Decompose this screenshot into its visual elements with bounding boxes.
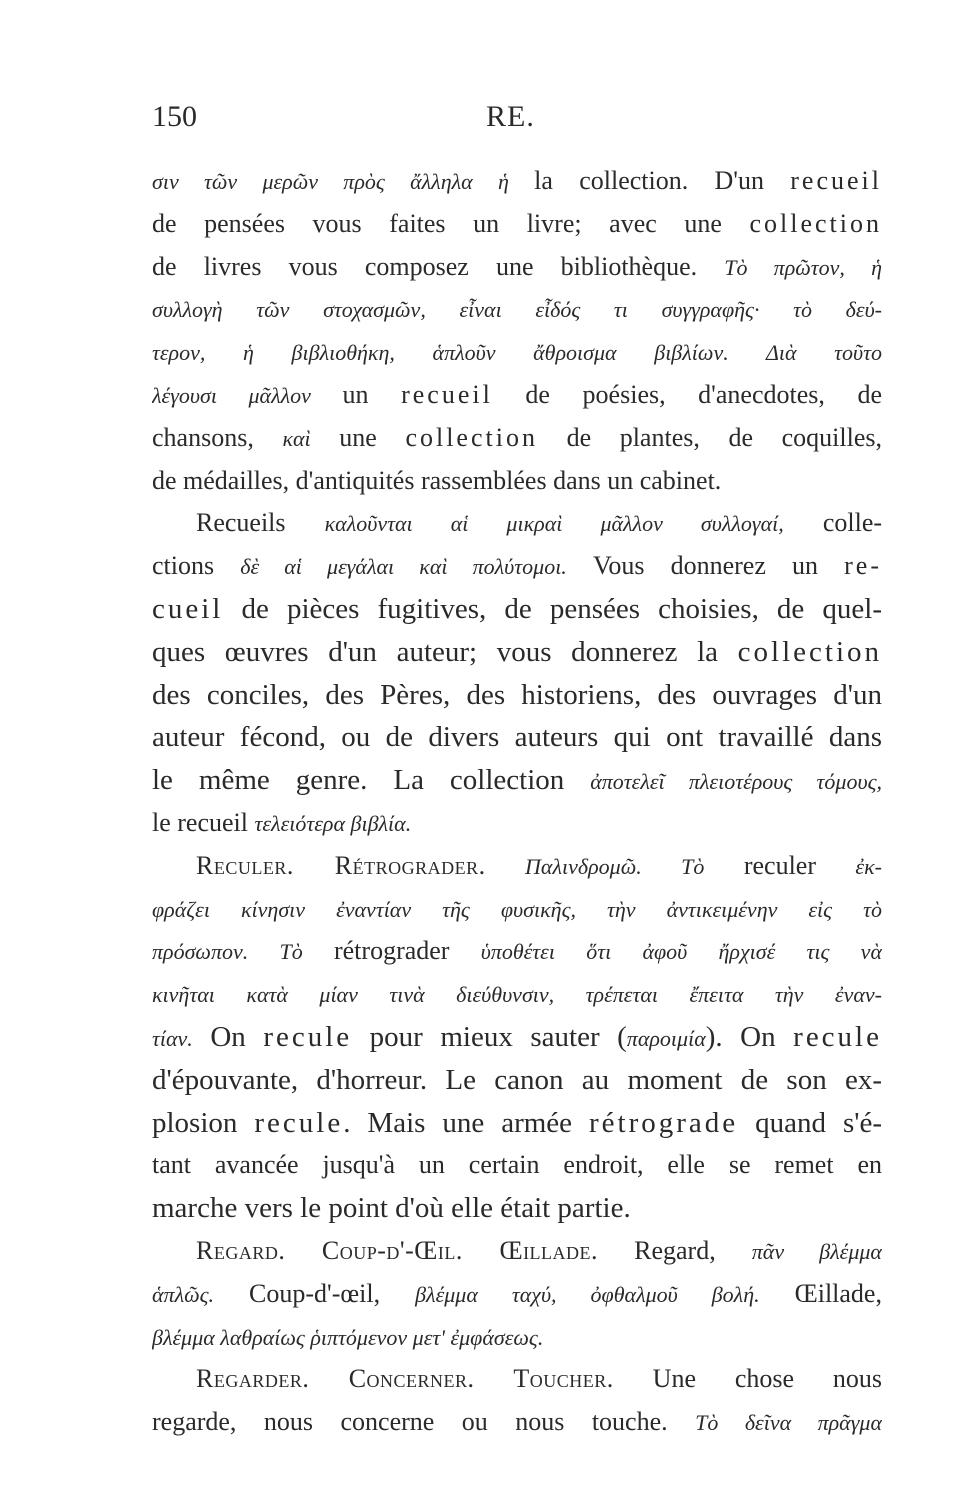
french-text: de médailles, d'antiquités rassemblées dans un cabinet. [152,465,722,495]
french-text: un [342,379,402,409]
greek-text: δὲ αἱ μεγάλαι καὶ πολύτομοι. [240,554,567,580]
french-text: chansons, [152,422,283,452]
greek-text: Τὸ δεῖνα πρᾶγμα [695,1410,882,1436]
french-text: d'épouvante, d'horreur. Le canon au moment de son ex- [152,1063,882,1096]
greek-text: φράζει κίνησιν ἐναντίαν τῆς φυσικῆς, τὴν ἀντικειμένην εἰς τὸ [152,896,882,922]
french-text: de pièces fugitives, de pensées choisies, de quel- [223,592,882,625]
french-text: la collection. D'un [534,166,791,195]
greek-text: παροιμία [626,1025,706,1051]
text-line [152,160,882,203]
text-line [152,1102,882,1145]
greek-text: καὶ [282,425,311,451]
text-line [152,1144,882,1187]
greek-text: πᾶν βλέμμα [751,1238,882,1264]
text-line [152,973,882,1016]
french-text: Vous donnerez un [566,551,845,581]
french-text: recule [263,1020,353,1053]
text-line [152,1016,882,1059]
french-text: colle- [783,508,882,538]
french-text: quand s'é- [738,1106,882,1139]
entry-heading: Regarder. Concerner. Toucher. [196,1364,614,1394]
text-line [152,502,882,545]
greek-text: Τὸ πρῶτον, ἡ [724,254,882,280]
french-text: regarde, nous concerne ou nous touche. [152,1407,696,1437]
text-line [152,1316,882,1359]
text-line [152,930,882,973]
text-line [152,203,882,246]
greek-text: σιν τῶν μερῶν πρὸς ἄλληλα ἡ [152,169,535,194]
french-text: Regard, [598,1235,752,1265]
text-line [152,246,882,289]
greek-text: πρόσωπον. Τὸ [152,939,334,965]
text-line [152,374,882,417]
greek-text: ἐκ- [816,853,882,879]
text-line [152,716,882,759]
greek-text: κινῆται κατὰ μίαν τινὰ διεύθυνσιν, τρέπεται ἔπειτα τὴν ἐναν- [152,982,882,1008]
french-text: marche vers le point d'où elle était partie. [152,1192,631,1225]
text-line [152,1230,882,1273]
french-text: ). On [705,1020,794,1053]
text-line [152,845,882,888]
french-text: On [192,1020,264,1053]
greek-text: συλλογὴ τῶν στοχασμῶν, εἶναι εἶδός τι συγγραφῆς· τὸ δεύ- [152,297,882,323]
french-text: de poésies, d'anecdotes, de [492,379,882,409]
french-text: ctions [152,551,241,581]
text-line [152,1273,882,1316]
text-line [152,1401,882,1444]
french-text: de plantes, de coquilles, [537,422,882,452]
text-line [152,331,882,374]
greek-text: βλέμμα ταχύ, ὀφθαλμοῦ βολή. [415,1281,760,1307]
text-line [152,545,882,588]
greek-text: τελειότερα βιβλία. [254,810,412,836]
french-text: ques œuvres d'un auteur; vous donnerez la [152,635,738,668]
greek-text: καλοῦνται αἱ μικραὶ μᾶλλον συλλογαί, [324,511,784,537]
french-text: Œillade, [759,1278,882,1308]
page-number: 150 [152,100,197,133]
french-text: recule [793,1020,882,1053]
french-text: le même genre. La collection [152,764,591,797]
french-text: cueil [152,592,224,625]
greek-text: τίαν. [152,1025,193,1051]
french-text: Une chose nous [613,1364,882,1394]
text-line [152,1187,882,1230]
french-text: re- [844,551,882,581]
french-text: Coup-d'-œil, [214,1278,416,1308]
greek-text: τερον, ἡ βιβλιοθήκη, ἁπλοῦν ἄθροισμα βιβλίων. Διὰ τοῦτο [152,340,882,366]
french-text: recueil [401,379,493,409]
french-text: de livres vous composez une bibliothèque. [152,251,725,281]
entry-heading: Regard. Coup-d'-Œil. Œillade. [196,1235,599,1265]
french-text: collection [749,208,882,238]
text-line [152,288,882,331]
greek-text: λέγουσι μᾶλλον [152,382,343,408]
text-line [152,1059,882,1102]
french-text: rétrograder [333,936,450,966]
text-line [152,1358,882,1401]
french-text: pour mieux sauter ( [352,1020,627,1053]
greek-text: βλέμμα λαθραίως ῥιπτόμενον μετ' ἐμφάσεως. [152,1324,544,1350]
text-line [152,460,882,503]
text-line [152,759,882,802]
french-text: rétrograde [589,1106,739,1139]
text-line [152,588,882,631]
text-line [152,674,882,717]
french-text: reculer [743,850,816,880]
text-line [152,888,882,931]
french-text: . Mais une armée [343,1106,590,1139]
french-text: auteur fécond, ou de divers auteurs qui ont travaillé dans [152,721,882,754]
french-text: tant avancée jusqu'à un certain endroit, elle se remet en [152,1150,882,1180]
french-text: de pensées vous faites un livre; avec une [152,208,750,238]
french-text: une [310,422,406,452]
greek-text: ὑποθέτει ὅτι ἀφοῦ ἤρχισέ τις νὰ [449,939,882,965]
header-title: RE. [486,100,535,133]
french-text: collection [405,422,538,452]
text-line [152,802,882,845]
french-text: recule [254,1106,344,1139]
french-text: plosion [152,1106,255,1139]
french-text: collection [737,635,882,668]
french-text: recueil [790,166,882,195]
greek-text: ἀποτελεῖ πλειοτέρους τόμους, [590,769,882,795]
greek-text: ἁπλῶς. [152,1281,215,1307]
text-line [152,417,882,460]
french-text: Recueils [196,508,325,538]
entry-heading: Reculer. Rétrograder. [196,850,486,880]
body-text [152,160,882,1444]
greek-text: Παλινδρομῶ. Τὸ [485,853,744,879]
french-text: des conciles, des Pères, des historiens, des ouvrages d'un [152,678,882,711]
text-line [152,631,882,674]
french-text: le recueil [152,807,255,837]
running-head [152,100,882,140]
